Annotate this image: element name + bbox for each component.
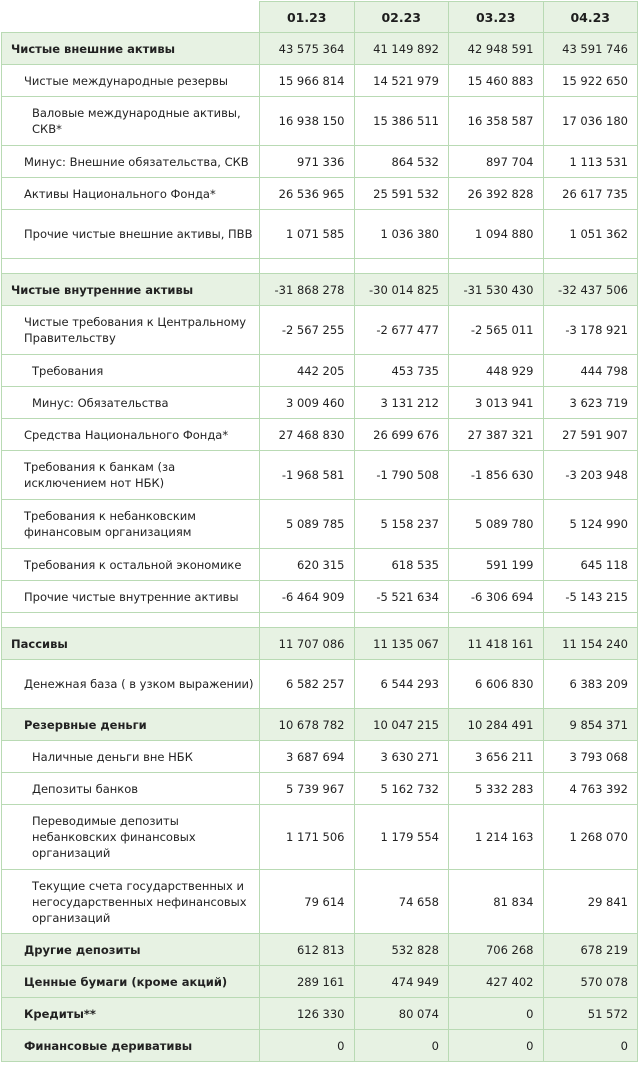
value-cell: -31 530 430 [449, 274, 544, 306]
value-cell: 0 [260, 1030, 355, 1062]
row-label: Минус: Обязательства [2, 387, 260, 419]
value-cell: 79 614 [260, 870, 355, 934]
column-header: 01.23 [260, 2, 355, 33]
row-label: Резервные деньги [2, 709, 260, 741]
row-label: Текущие счета государственных и негосударственных нефинансовых организаций [2, 870, 260, 934]
value-cell: -32 437 506 [543, 274, 638, 306]
section-header-row [2, 274, 638, 306]
corner-cell [2, 2, 260, 33]
value-cell: 532 828 [354, 934, 449, 966]
value-cell: 6 582 257 [260, 660, 355, 709]
value-cell: 3 013 941 [449, 387, 544, 419]
value-cell: 51 572 [543, 998, 638, 1030]
table-row [2, 660, 638, 709]
value-cell: 1 171 506 [260, 805, 355, 870]
value-cell: -3 203 948 [543, 451, 638, 500]
value-cell: -2 565 011 [449, 306, 544, 355]
row-label: Денежная база ( в узком выражении) [2, 660, 260, 709]
value-cell: -6 306 694 [449, 581, 544, 613]
column-header: 03.23 [449, 2, 544, 33]
column-header: 04.23 [543, 2, 638, 33]
row-label: Переводимые депозиты небанковских финансовых организаций [2, 805, 260, 870]
value-cell: 5 332 283 [449, 773, 544, 805]
row-label: Финансовые деривативы [2, 1030, 260, 1062]
table-row [2, 998, 638, 1030]
value-cell: 448 929 [449, 355, 544, 387]
row-label: Валовые международные активы, СКВ* [2, 97, 260, 146]
value-cell: 14 521 979 [354, 65, 449, 97]
table-row [2, 500, 638, 549]
value-cell: 11 154 240 [543, 628, 638, 660]
value-cell: 4 763 392 [543, 773, 638, 805]
value-cell: 864 532 [354, 146, 449, 178]
value-cell: 27 387 321 [449, 419, 544, 451]
value-cell: 27 468 830 [260, 419, 355, 451]
table-row [2, 146, 638, 178]
value-cell: 15 966 814 [260, 65, 355, 97]
row-label: Минус: Внешние обязательства, СКВ [2, 146, 260, 178]
value-cell: -1 790 508 [354, 451, 449, 500]
value-cell: -2 677 477 [354, 306, 449, 355]
table-row [2, 549, 638, 581]
separator-cell [543, 259, 638, 274]
value-cell: 474 949 [354, 966, 449, 998]
value-cell: 5 089 780 [449, 500, 544, 549]
row-label: Чистые внешние активы [2, 33, 260, 65]
value-cell: 289 161 [260, 966, 355, 998]
row-label: Чистые внутренние активы [2, 274, 260, 306]
table-row [2, 1030, 638, 1062]
section-header-row [2, 628, 638, 660]
table-row [2, 97, 638, 146]
value-cell: 15 922 650 [543, 65, 638, 97]
table-row [2, 709, 638, 741]
value-cell: 42 948 591 [449, 33, 544, 65]
value-cell: 6 606 830 [449, 660, 544, 709]
value-cell: 11 418 161 [449, 628, 544, 660]
value-cell: 678 219 [543, 934, 638, 966]
value-cell: 0 [449, 1030, 544, 1062]
value-cell: 1 071 585 [260, 210, 355, 259]
value-cell: 3 687 694 [260, 741, 355, 773]
row-label: Другие депозиты [2, 934, 260, 966]
value-cell: 10 047 215 [354, 709, 449, 741]
row-label: Требования к небанковским финансовым организациям [2, 500, 260, 549]
value-cell: 442 205 [260, 355, 355, 387]
separator-cell [543, 613, 638, 628]
value-cell: -1 856 630 [449, 451, 544, 500]
table-row [2, 210, 638, 259]
table-row [2, 387, 638, 419]
value-cell: -5 143 215 [543, 581, 638, 613]
table-row [2, 741, 638, 773]
value-cell: 5 162 732 [354, 773, 449, 805]
value-cell: 16 358 587 [449, 97, 544, 146]
value-cell: 6 383 209 [543, 660, 638, 709]
row-label: Требования [2, 355, 260, 387]
value-cell: 1 036 380 [354, 210, 449, 259]
value-cell: 897 704 [449, 146, 544, 178]
value-cell: 706 268 [449, 934, 544, 966]
value-cell: 43 591 746 [543, 33, 638, 65]
value-cell: 427 402 [449, 966, 544, 998]
value-cell: 3 009 460 [260, 387, 355, 419]
value-cell: 1 094 880 [449, 210, 544, 259]
separator-cell [260, 259, 355, 274]
separator-cell [354, 259, 449, 274]
table-row [2, 65, 638, 97]
value-cell: -6 464 909 [260, 581, 355, 613]
value-cell: 10 678 782 [260, 709, 355, 741]
table-row [2, 419, 638, 451]
separator-cell [449, 259, 544, 274]
table-row [2, 934, 638, 966]
value-cell: 453 735 [354, 355, 449, 387]
row-label: Требования к банкам (за исключением нот НБК) [2, 451, 260, 500]
value-cell: 0 [543, 1030, 638, 1062]
value-cell: 15 386 511 [354, 97, 449, 146]
row-label: Пассивы [2, 628, 260, 660]
row-label: Чистые международные резервы [2, 65, 260, 97]
row-label: Депозиты банков [2, 773, 260, 805]
value-cell: 1 179 554 [354, 805, 449, 870]
separator-cell [260, 613, 355, 628]
separator-cell [449, 613, 544, 628]
table-row [2, 306, 638, 355]
value-cell: 3 623 719 [543, 387, 638, 419]
row-label: Наличные деньги вне НБК [2, 741, 260, 773]
value-cell: 80 074 [354, 998, 449, 1030]
value-cell: 11 707 086 [260, 628, 355, 660]
table-row [2, 581, 638, 613]
separator-cell [354, 613, 449, 628]
value-cell: -3 178 921 [543, 306, 638, 355]
column-header: 02.23 [354, 2, 449, 33]
value-cell: -5 521 634 [354, 581, 449, 613]
value-cell: 5 739 967 [260, 773, 355, 805]
value-cell: 618 535 [354, 549, 449, 581]
value-cell: 1 214 163 [449, 805, 544, 870]
value-cell: 43 575 364 [260, 33, 355, 65]
table-row [2, 355, 638, 387]
value-cell: 971 336 [260, 146, 355, 178]
row-label: Ценные бумаги (кроме акций) [2, 966, 260, 998]
table-row [2, 870, 638, 934]
row-label: Требования к остальной экономике [2, 549, 260, 581]
row-label: Активы Национального Фонда* [2, 178, 260, 210]
value-cell: 3 630 271 [354, 741, 449, 773]
value-cell: 126 330 [260, 998, 355, 1030]
value-cell: 1 051 362 [543, 210, 638, 259]
value-cell: 27 591 907 [543, 419, 638, 451]
value-cell: -1 968 581 [260, 451, 355, 500]
value-cell: 16 938 150 [260, 97, 355, 146]
value-cell: 570 078 [543, 966, 638, 998]
row-label: Кредиты** [2, 998, 260, 1030]
value-cell: 645 118 [543, 549, 638, 581]
monetary-survey-table [1, 1, 638, 1062]
value-cell: 3 656 211 [449, 741, 544, 773]
value-cell: 1 268 070 [543, 805, 638, 870]
value-cell: 591 199 [449, 549, 544, 581]
column-header-row [2, 2, 638, 33]
value-cell: 444 798 [543, 355, 638, 387]
value-cell: 9 854 371 [543, 709, 638, 741]
table-row [2, 178, 638, 210]
value-cell: 26 536 965 [260, 178, 355, 210]
table-row [2, 451, 638, 500]
value-cell: 5 124 990 [543, 500, 638, 549]
value-cell: 612 813 [260, 934, 355, 966]
value-cell: 17 036 180 [543, 97, 638, 146]
separator-row [2, 613, 638, 628]
row-label: Средства Национального Фонда* [2, 419, 260, 451]
section-header-row [2, 33, 638, 65]
value-cell: 15 460 883 [449, 65, 544, 97]
value-cell: 620 315 [260, 549, 355, 581]
value-cell: 26 392 828 [449, 178, 544, 210]
value-cell: 29 841 [543, 870, 638, 934]
table-row [2, 773, 638, 805]
value-cell: 5 158 237 [354, 500, 449, 549]
value-cell: 3 793 068 [543, 741, 638, 773]
separator-cell [2, 259, 260, 274]
value-cell: 5 089 785 [260, 500, 355, 549]
value-cell: 1 113 531 [543, 146, 638, 178]
value-cell: 10 284 491 [449, 709, 544, 741]
value-cell: 41 149 892 [354, 33, 449, 65]
value-cell: -31 868 278 [260, 274, 355, 306]
separator-cell [2, 613, 260, 628]
value-cell: -30 014 825 [354, 274, 449, 306]
value-cell: 0 [449, 998, 544, 1030]
value-cell: 26 617 735 [543, 178, 638, 210]
value-cell: 6 544 293 [354, 660, 449, 709]
value-cell: 74 658 [354, 870, 449, 934]
value-cell: -2 567 255 [260, 306, 355, 355]
value-cell: 81 834 [449, 870, 544, 934]
value-cell: 25 591 532 [354, 178, 449, 210]
row-label: Прочие чистые внешние активы, ПВВ [2, 210, 260, 259]
table-row [2, 805, 638, 870]
row-label: Чистые требования к Центральному Правительству [2, 306, 260, 355]
separator-row [2, 259, 638, 274]
value-cell: 3 131 212 [354, 387, 449, 419]
table-row [2, 966, 638, 998]
row-label: Прочие чистые внутренние активы [2, 581, 260, 613]
value-cell: 11 135 067 [354, 628, 449, 660]
value-cell: 0 [354, 1030, 449, 1062]
value-cell: 26 699 676 [354, 419, 449, 451]
